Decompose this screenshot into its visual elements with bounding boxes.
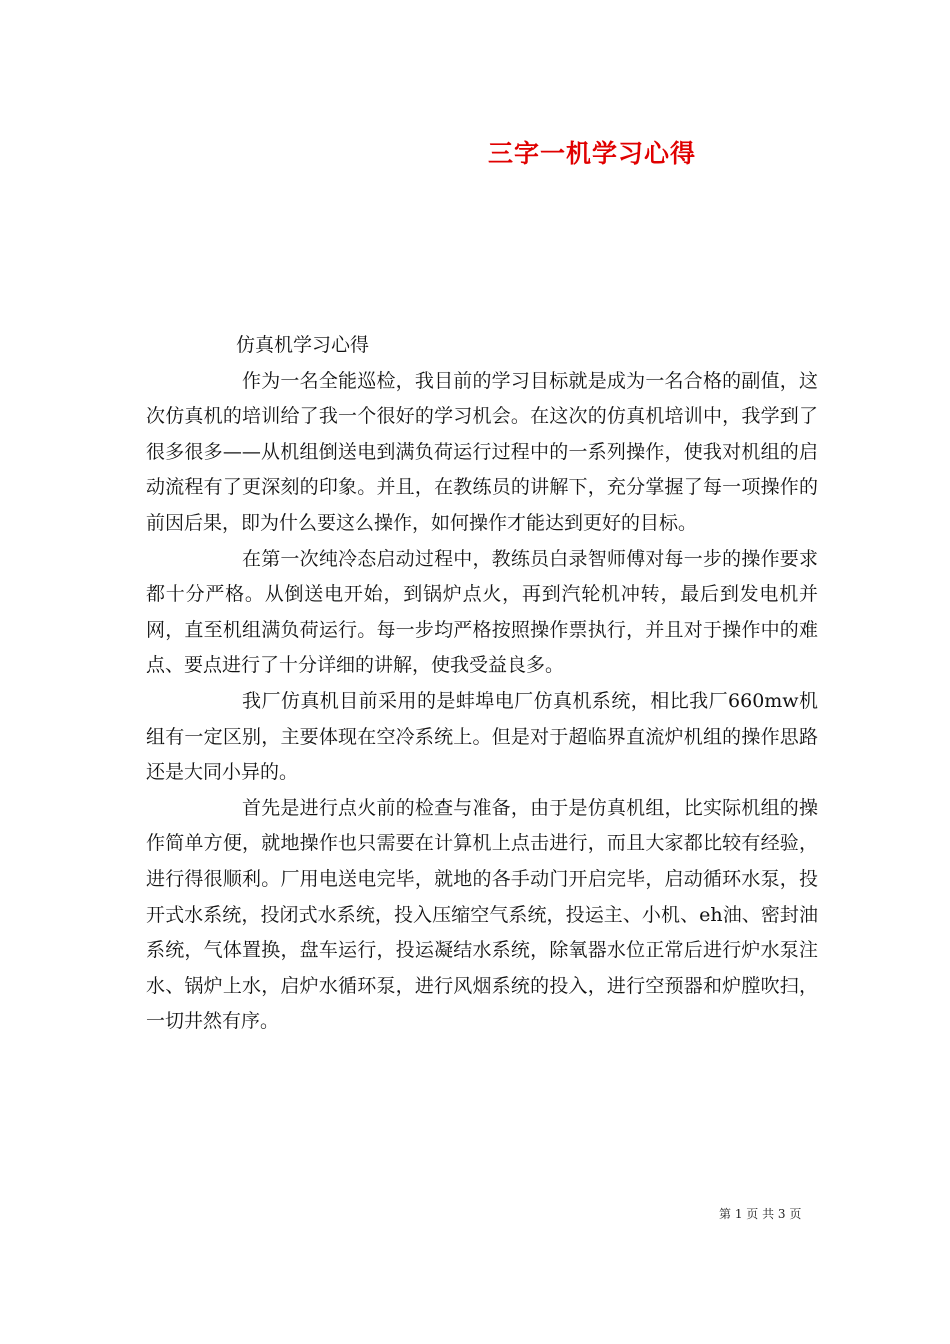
document-title: 三字一机学习心得	[488, 139, 697, 168]
page-footer: 第 1 页 共 3 页	[719, 1207, 802, 1221]
paragraph-1: 作为一名全能巡检，我目前的学习目标就是成为一名合格的副值，这次仿真机的培训给了我一个很好的学习机会。在这次的仿真机培训中，我学到了很多很多——从机组倒送电到满负荷运行过程中的一系列操作，使我对机组的启动流程有了更深刻的印象。并且，在教练员的讲解下，充分掌握了每一项操作的前因后果，即为什么要这么操作，如何操作才能达到更好的目标。	[146, 369, 818, 534]
section-heading: 仿真机学习心得	[236, 334, 370, 356]
paragraph-4: 首先是进行点火前的检查与准备，由于是仿真机组，比实际机组的操作简单方便，就地操作也只需要在计算机上点击进行，而且大家都比较有经验，进行得很顺利。厂用电送电完毕，就地的各手动门开启完毕，启动循环水泵，投开式水系统，投闭式水系统，投入压缩空气系统，投运主、小机、eh油、密封油系统，气体置换，盘车运行，投运凝结水系统，除氧器水位正常后进行炉水泵注水、锅炉上水，启炉水循环泵，进行风烟系统的投入，进行空预器和炉膛吹扫，一切井然有序。	[146, 796, 818, 1033]
paragraph-2: 在第一次纯冷态启动过程中，教练员白录智师傅对每一步的操作要求都十分严格。从倒送电开始，到锅炉点火，再到汽轮机冲转，最后到发电机并网，直至机组满负荷运行。每一步均严格按照操作票执行，并且对于操作中的难点、要点进行了十分详细的讲解，使我受益良多。	[146, 547, 818, 677]
paragraph-3: 我厂仿真机目前采用的是蚌埠电厂仿真机系统，相比我厂660mw机组有一定区别，主要体现在空冷系统上。但是对于超临界直流炉机组的操作思路还是大同小异的。	[146, 689, 818, 784]
document-body	[146, 328, 818, 1040]
